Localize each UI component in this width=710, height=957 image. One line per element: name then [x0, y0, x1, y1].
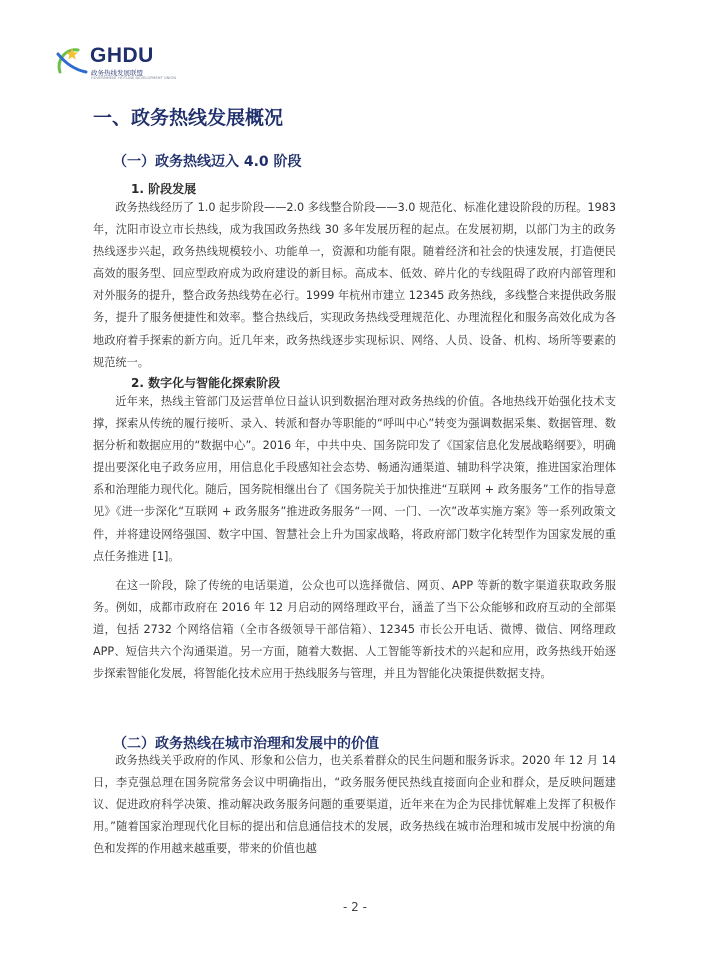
- subsection-title-1: （一）政务热线迈入 4.0 阶段: [113, 154, 302, 170]
- paragraph-digital-exploration: 近年来，热线主管部门及运营单位日益认识到数据治理对政务热线的价值。各地热线开始强化技术支撑，探索从传统的履行接听、录入、转派和督办等职能的“呼叫中心”转变为强调数据采集、数据管理、数据分析和数据应用的“数据中心”。2016 年，中共中央、国务院印发了《国家信息化发展战略纲要》，明确提出要深化电子政务应用，用信息化手段感知社会态势、畅通沟通渠道、辅助科学决策，推进国家治理体系和治理能力现代化。随后，国务院相继出台了《国务院关于加快推进“互联网 + 政务服务”工作的指导意见》《进一步深化“互联网 + 政务服务”推进政务服务“一网、一门、一次”改革实施方案》等一系列政策文件，并将建设网络强国、数字中国、智慧社会上升为国家战略，将政府部门数字化转型作为国家发展的重点任务推进 [1]。: [93, 395, 616, 563]
- item-title-2: 2. 数字化与智能化探索阶段: [131, 376, 281, 390]
- ghdu-logo: [52, 42, 192, 82]
- paragraph-stage-development: 政务热线经历了 1.0 起步阶段——2.0 多线整合阶段——3.0 规范化、标准化建设阶段的历程。1983年，沈阳市设立市长热线，成为我国政务热线 30 多年发展历程的起点。在发展初期，以部门为主的政务热线逐步兴起，政务热线规模较小、功能单一，资源和功能有限。随着经济和社会的快速发展，打造便民高效的服务型、回应型政府成为政府建设的新目标。高成本、低效、碎片化的专线阻碍了政府内部管理和对外服务的提升，整合政务热线势在必行。1999 年杭州市建立 12345 政务热线，多线整合来提供政务服务，提升了服务便捷性和效率。整合热线后，实现政务热线受理规范化、办理流程化和服务高效化成为各地政府着手探索的新方向。近几年来，政务热线逐步实现标识、网络、人员、设备、机构、场所等要素的规范统一。: [93, 201, 616, 369]
- page-number: - 2 -: [343, 900, 367, 914]
- logo-name: GHDU: [90, 44, 154, 67]
- paragraph-hotline-value: 政务热线关乎政府的作风、形象和公信力，也关系着群众的民生问题和服务诉求。2020 年 12 月 14 日，李克强总理在国务院常务会议中明确指出，“政务服务便民热线直接面向企业和群众，是反映问题建议、促进政府科学决策、推动解决政务服务问题的重要渠道，近年来在为企为民排忧解难上发挥了积极作用。”随着国家治理现代化目标的提出和信息通信技术的发展，政务热线在城市治理和城市发展中扮演的角色和发挥的作用越来越重要，带来的价值也越: [93, 754, 616, 856]
- logo-subtitle-en: GOVERNMENT HOTLINE DEVELOPMENT UNION: [91, 76, 177, 80]
- logo-subtitle: 政务热线发展联盟: [91, 69, 143, 77]
- item-title-1: 1. 阶段发展: [131, 182, 197, 196]
- paragraph-digital-channels: 在这一阶段，除了传统的电话渠道，公众也可以选择微信、网页、APP 等新的数字渠道获取政务服务。例如，成都市政府在 2016 年 12 月启动的网络理政平台，涵盖了当下公众能够和政府互动的全部渠道，包括 2732 个网络信箱（全市各级领导干部信箱）、12345 市长公开电话、微博、微信、网络理政 APP、短信共六个沟通渠道。另一方面，随着大数据、人工智能等新技术的兴起和应用，政务热线开始逐步探索智能化发展，将智能化技术应用于热线服务与管理，并且为智能化决策提供数据支持。: [93, 579, 616, 681]
- subsection-title-2: （二）政务热线在城市治理和发展中的价值: [113, 736, 379, 752]
- ghdu-logo-mark-icon: [52, 42, 92, 82]
- section-title: 一、政务热线发展概况: [93, 107, 284, 129]
